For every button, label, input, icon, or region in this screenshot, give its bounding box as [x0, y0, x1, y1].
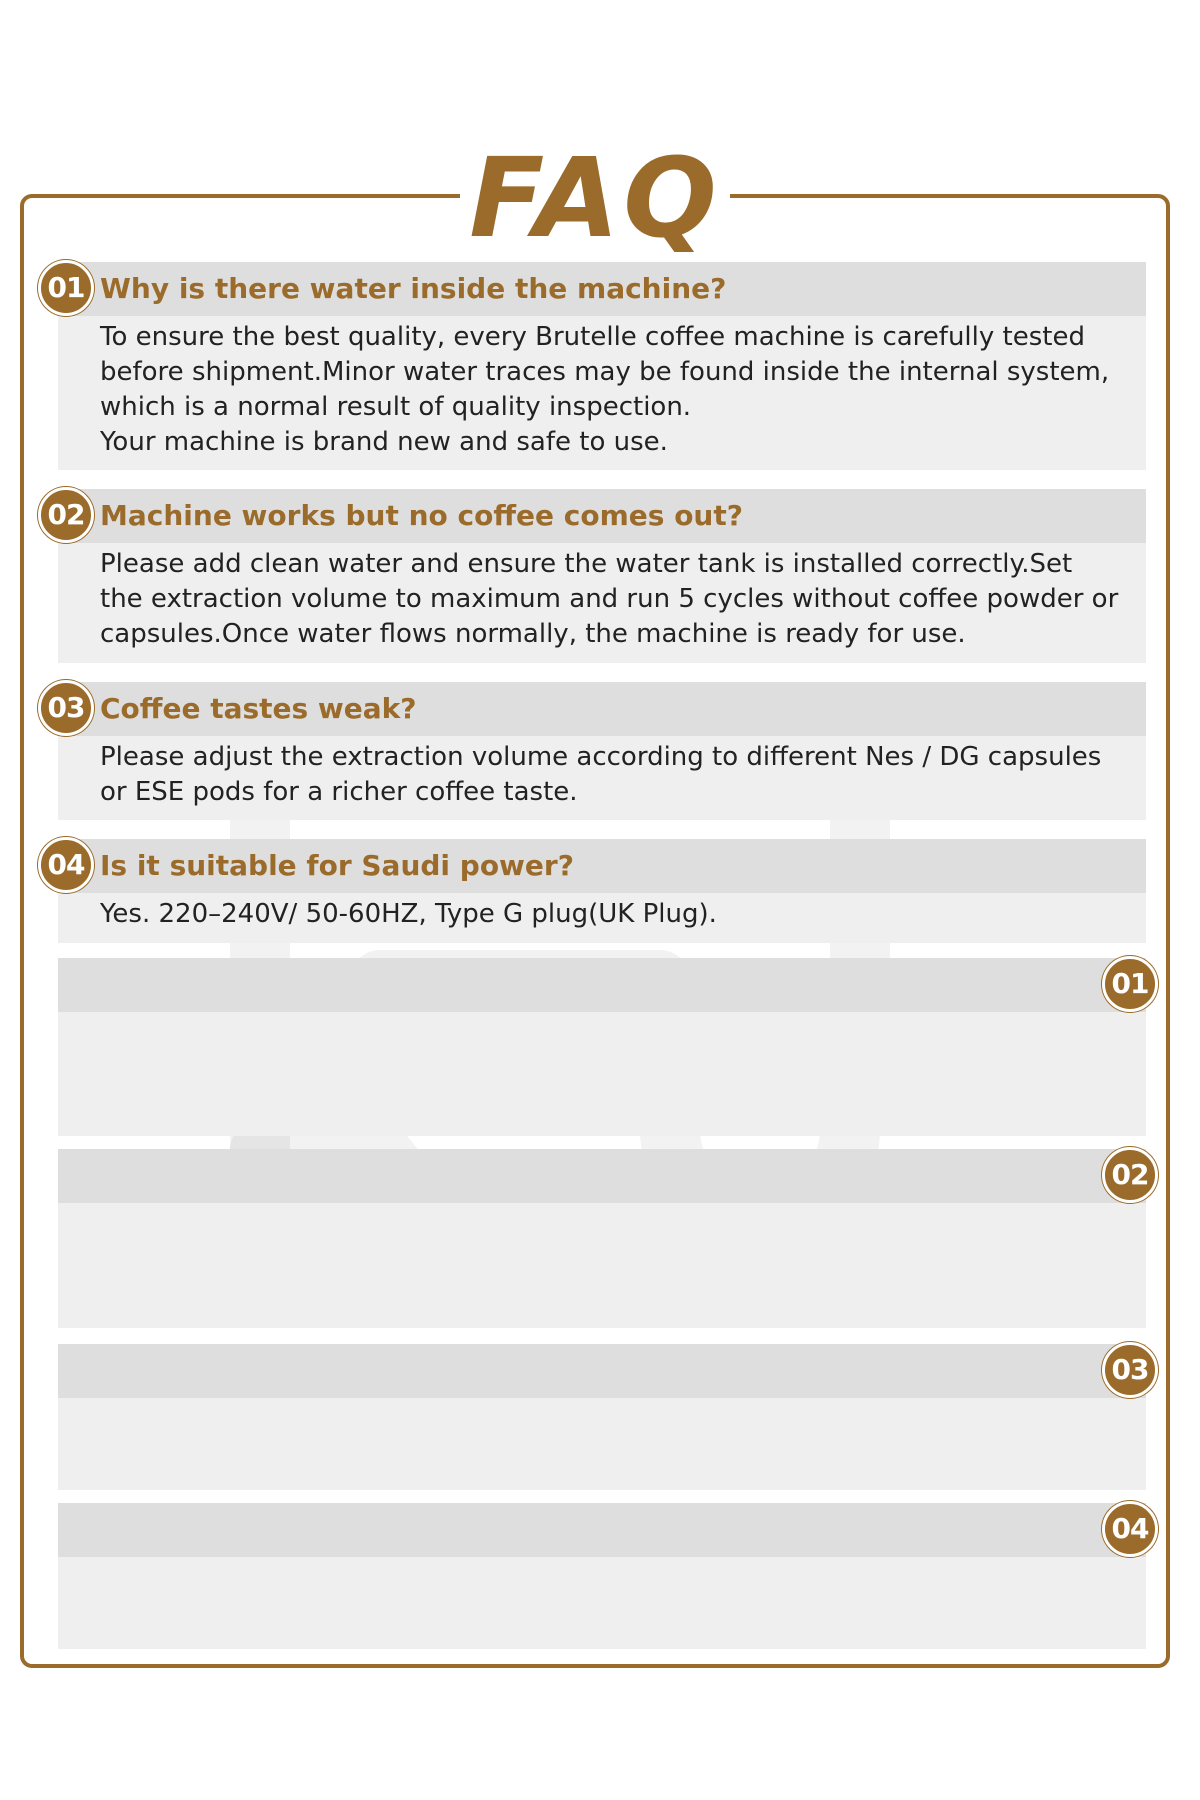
question-bar — [58, 1149, 1146, 1203]
question-bar — [58, 958, 1146, 1012]
answer-box — [58, 1012, 1146, 1136]
question-text: Coffee tastes weak? — [100, 692, 417, 725]
question-number-badge: 01 — [38, 260, 94, 316]
question-text: Is it suitable for Saudi power? — [100, 849, 574, 882]
answer-line: capsules.Once water flows normally, the machine is ready for use. — [100, 619, 966, 649]
question-number-badge: 02 — [1102, 1147, 1158, 1203]
question-bar — [58, 1344, 1146, 1398]
question-text: Why is there water inside the machine? — [100, 272, 727, 305]
answer-line: Please add clean water and ensure the water tank is installed correctly.Set — [100, 549, 1073, 579]
answer-line: before shipment.Minor water traces may be found inside the internal system, — [100, 357, 1110, 387]
question-number-badge: 02 — [38, 487, 94, 543]
page-title: FAQ — [460, 138, 730, 258]
answer-line: Your machine is brand new and safe to use. — [100, 427, 668, 457]
question-number-badge: 03 — [1102, 1342, 1158, 1398]
answer-text — [100, 740, 1140, 810]
answer-text — [100, 320, 1140, 460]
question-bar — [58, 1503, 1146, 1557]
answer-text — [100, 897, 1140, 932]
question-number-badge: 04 — [1102, 1501, 1158, 1557]
question-text: Machine works but no coffee comes out? — [100, 499, 743, 532]
answer-box — [58, 1398, 1146, 1490]
question-number-badge: 04 — [38, 837, 94, 893]
answer-line: which is a normal result of quality inspection. — [100, 392, 692, 422]
answer-text — [100, 547, 1140, 652]
answer-line: the extraction volume to maximum and run 5 cycles without coffee powder or — [100, 584, 1119, 614]
answer-line: Please adjust the extraction volume according to different Nes / DG capsules — [100, 742, 1102, 772]
question-number-badge: 01 — [1102, 956, 1158, 1012]
answer-line: Yes. 220–240V/ 50-60HZ, Type G plug(UK Plug). — [100, 899, 717, 929]
answer-line: To ensure the best quality, every Brutelle coffee machine is carefully tested — [100, 322, 1085, 352]
answer-box — [58, 1557, 1146, 1649]
answer-box — [58, 1203, 1146, 1328]
question-number-badge: 03 — [38, 680, 94, 736]
answer-line: or ESE pods for a richer coffee taste. — [100, 777, 578, 807]
